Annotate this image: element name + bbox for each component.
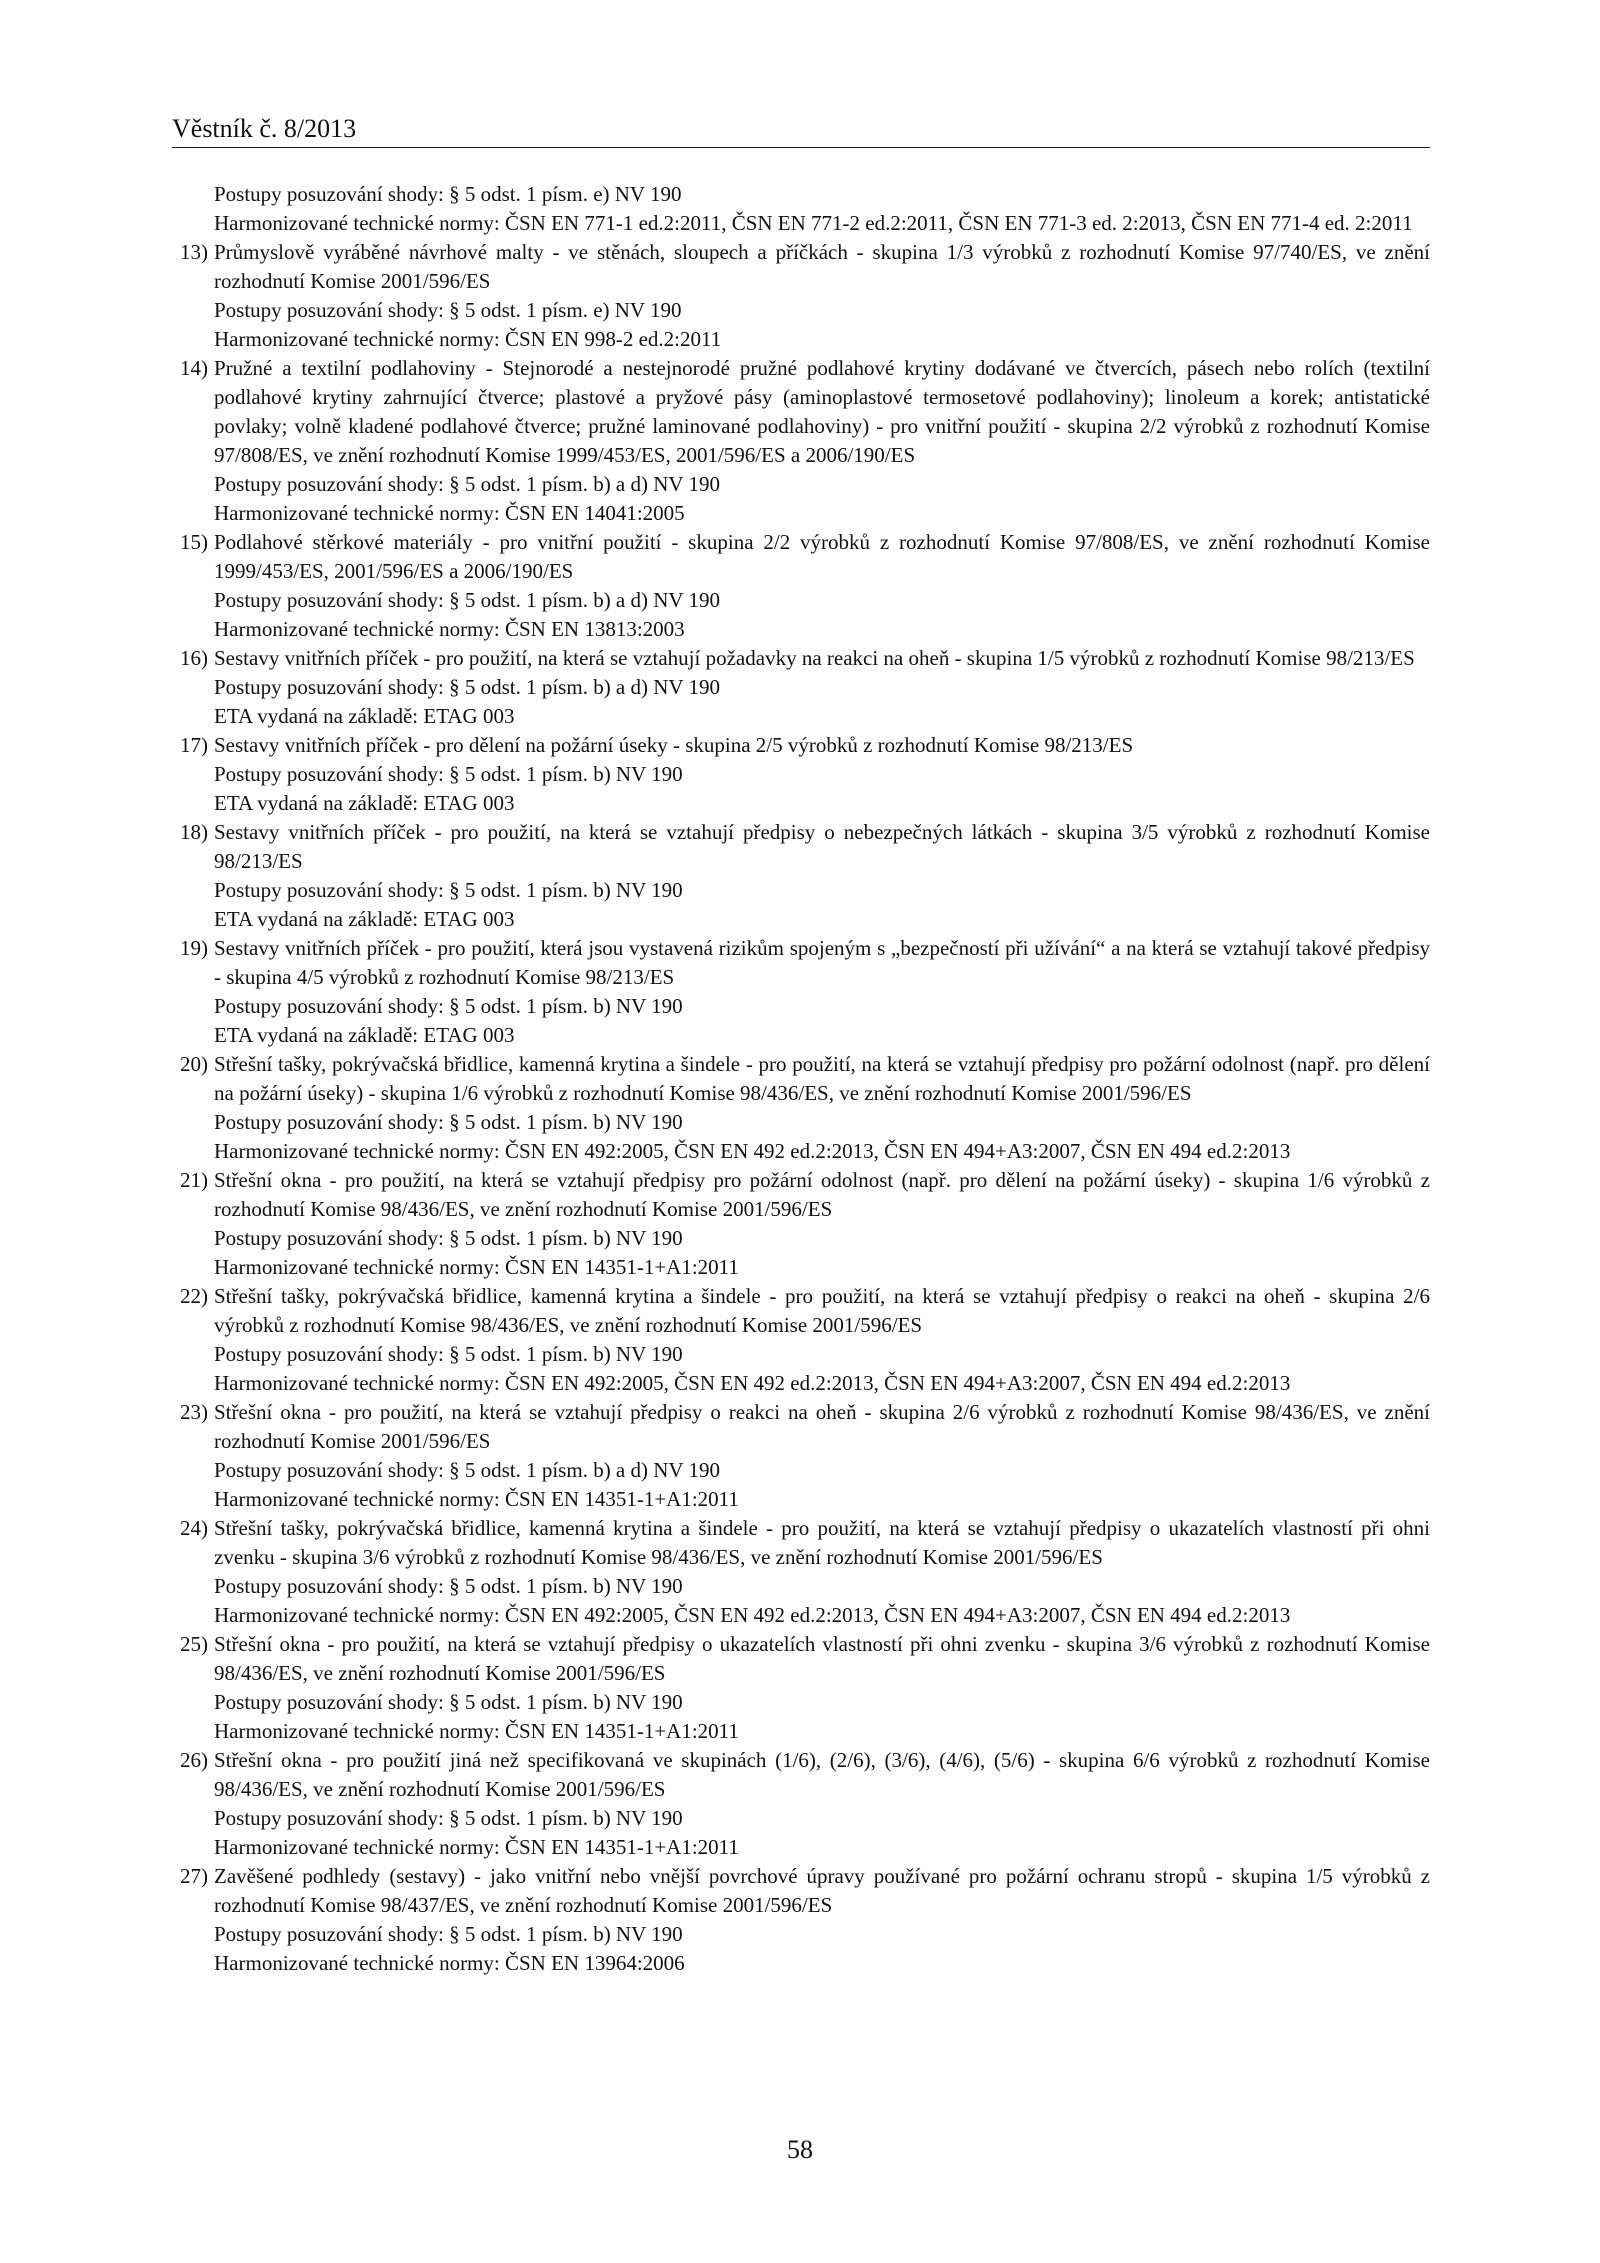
item-number: 16) bbox=[180, 646, 208, 670]
list-item bbox=[172, 1050, 1430, 1166]
item-detail-line: Postupy posuzování shody: § 5 odst. 1 písm. b) NV 190 bbox=[214, 1574, 683, 1598]
item-body bbox=[214, 1166, 1430, 1282]
item-body bbox=[214, 818, 1430, 934]
item-detail-line: Harmonizované technické normy: ČSN EN 14351-1+A1:2011 bbox=[214, 1719, 739, 1743]
list-item bbox=[172, 1282, 1430, 1398]
item-title: Střešní okna - pro použití jiná než specifikovaná ve skupinách (1/6), (2/6), (3/6), (4/6), (5/6) - skupina 6/6 výrobků z rozhodnutí Komise 98/436/ES, ve znění rozhodnutí Komise 2001/596/ES bbox=[214, 1748, 1430, 1801]
header-rule bbox=[172, 147, 1430, 148]
item-detail-line: Harmonizované technické normy: ČSN EN 492:2005, ČSN EN 492 ed.2:2013, ČSN EN 494+A3:2007, ČSN EN 494 ed.2:2013 bbox=[214, 1139, 1291, 1163]
list-item bbox=[172, 354, 1430, 528]
item-number: 18) bbox=[180, 820, 208, 844]
item-detail-line: Postupy posuzování shody: § 5 odst. 1 písm. b) NV 190 bbox=[214, 994, 683, 1018]
item-body bbox=[214, 354, 1430, 528]
item-detail-line: Harmonizované technické normy: ČSN EN 13813:2003 bbox=[214, 617, 685, 641]
item-detail-line: ETA vydaná na základě: ETAG 003 bbox=[214, 1023, 515, 1047]
item-body bbox=[214, 1050, 1430, 1166]
item-title: Sestavy vnitřních příček - pro použití, která jsou vystavená rizikům spojeným s „bezpečností při užívání“ a na která se vztahují takové předpisy - skupina 4/5 výrobků z rozhodnutí Komise 98/213/ES bbox=[214, 936, 1430, 989]
item-detail-line: Harmonizované technické normy: ČSN EN 492:2005, ČSN EN 492 ed.2:2013, ČSN EN 494+A3:2007, ČSN EN 494 ed.2:2013 bbox=[214, 1603, 1291, 1627]
item-number: 26) bbox=[180, 1748, 208, 1772]
item-body bbox=[214, 934, 1430, 1050]
item-body bbox=[214, 1514, 1430, 1630]
document-body bbox=[172, 180, 1430, 1978]
item-detail-line: Harmonizované technické normy: ČSN EN 998-2 ed.2:2011 bbox=[214, 327, 722, 351]
item-number: 20) bbox=[180, 1052, 208, 1076]
item-body bbox=[214, 1746, 1430, 1862]
item-number: 15) bbox=[180, 530, 208, 554]
page-number: 58 bbox=[787, 2135, 813, 2164]
list-item bbox=[172, 934, 1430, 1050]
list-item bbox=[172, 528, 1430, 644]
item-title: Střešní tašky, pokrývačská břidlice, kamenná krytina a šindele - pro použití, na která se vztahují předpisy o reakci na oheň - skupina 2/6 výrobků z rozhodnutí Komise 98/436/ES, ve znění rozhodnutí Komise 2001/596/ES bbox=[214, 1284, 1430, 1337]
item-title: Střešní okna - pro použití, na která se vztahují předpisy pro požární odolnost (např. pro dělení na požární úseky) - skupina 1/6 výrobků z rozhodnutí Komise 98/436/ES, ve znění rozhodnutí Komise 2001/596/ES bbox=[214, 1168, 1430, 1221]
item-detail-line: ETA vydaná na základě: ETAG 003 bbox=[214, 907, 515, 931]
list-item bbox=[172, 1398, 1430, 1514]
list-item bbox=[172, 1630, 1430, 1746]
item-number: 27) bbox=[180, 1864, 208, 1888]
item-body bbox=[214, 1282, 1430, 1398]
item-detail-line: Postupy posuzování shody: § 5 odst. 1 písm. b) NV 190 bbox=[214, 1806, 683, 1830]
item-number: 24) bbox=[180, 1516, 208, 1540]
list-item bbox=[172, 818, 1430, 934]
item-title: Střešní okna - pro použití, na která se vztahují předpisy o ukazatelích vlastností při ohni zvenku - skupina 3/6 výrobků z rozhodnutí Komise 98/436/ES, ve znění rozhodnutí Komise 2001/596/ES bbox=[214, 1632, 1430, 1685]
item-number: 13) bbox=[180, 240, 208, 264]
intro-line: Harmonizované technické normy: ČSN EN 771-1 ed.2:2011, ČSN EN 771-2 ed.2:2011, ČSN EN 771-3 ed. 2:2013, ČSN EN 771-4 ed. 2:2011 bbox=[214, 211, 1413, 235]
item-title: Pružné a textilní podlahoviny - Stejnorodé a nestejnorodé pružné podlahové krytiny dodávané ve čtvercích, pásech nebo rolích (textilní podlahové krytiny zahrnující čtverce; plastové a pryžové pásy (aminoplastové termosetové podlahoviny); linoleum a korek; antistatické povlaky; volně kladené podlahové čtverce; pružné laminované podlahoviny) - pro vnitřní použití - skupina 2/2 výrobků z rozhodnutí Komise 97/808/ES, ve znění rozhodnutí Komise 1999/453/ES, 2001/596/ES a 2006/190/ES bbox=[214, 356, 1430, 467]
list-item bbox=[172, 644, 1430, 731]
item-detail-line: Postupy posuzování shody: § 5 odst. 1 písm. b) NV 190 bbox=[214, 1922, 683, 1946]
item-detail-line: Postupy posuzování shody: § 5 odst. 1 písm. b) NV 190 bbox=[214, 1110, 683, 1134]
item-detail-line: Postupy posuzování shody: § 5 odst. 1 písm. b) a d) NV 190 bbox=[214, 472, 720, 496]
item-body bbox=[214, 1398, 1430, 1514]
item-number: 17) bbox=[180, 733, 208, 757]
item-body bbox=[214, 731, 1430, 818]
list-item bbox=[172, 1746, 1430, 1862]
list-item bbox=[172, 1514, 1430, 1630]
item-detail-line: Postupy posuzování shody: § 5 odst. 1 písm. b) NV 190 bbox=[214, 1690, 683, 1714]
item-body bbox=[214, 238, 1430, 354]
item-detail-line: Postupy posuzování shody: § 5 odst. 1 písm. b) NV 190 bbox=[214, 762, 683, 786]
item-detail-line: Postupy posuzování shody: § 5 odst. 1 písm. b) NV 190 bbox=[214, 878, 683, 902]
item-title: Střešní tašky, pokrývačská břidlice, kamenná krytina a šindele - pro použití, na která se vztahují předpisy pro požární odolnost (např. pro dělení na požární úseky) - skupina 1/6 výrobků z rozhodnutí Komise 98/436/ES, ve znění rozhodnutí Komise 2001/596/ES bbox=[214, 1052, 1430, 1105]
item-number: 21) bbox=[180, 1168, 208, 1192]
item-detail-line: Postupy posuzování shody: § 5 odst. 1 písm. b) a d) NV 190 bbox=[214, 588, 720, 612]
item-detail-line: ETA vydaná na základě: ETAG 003 bbox=[214, 791, 515, 815]
item-title: Střešní tašky, pokrývačská břidlice, kamenná krytina a šindele - pro použití, na která se vztahují předpisy o ukazatelích vlastností při ohni zvenku - skupina 3/6 výrobků z rozhodnutí Komise 98/436/ES, ve znění rozhodnutí Komise 2001/596/ES bbox=[214, 1516, 1430, 1569]
item-title: Sestavy vnitřních příček - pro použití, na která se vztahují požadavky na reakci na oheň - skupina 1/5 výrobků z rozhodnutí Komise 98/213/ES bbox=[214, 646, 1415, 670]
item-body bbox=[214, 1630, 1430, 1746]
list-item bbox=[172, 731, 1430, 818]
list-item bbox=[172, 238, 1430, 354]
item-detail-line: Postupy posuzování shody: § 5 odst. 1 písm. e) NV 190 bbox=[214, 298, 682, 322]
item-detail-line: Postupy posuzování shody: § 5 odst. 1 písm. b) NV 190 bbox=[214, 1342, 683, 1366]
item-detail-line: Postupy posuzování shody: § 5 odst. 1 písm. b) NV 190 bbox=[214, 1226, 683, 1250]
item-detail-line: Postupy posuzování shody: § 5 odst. 1 písm. b) a d) NV 190 bbox=[214, 675, 720, 699]
item-detail-line: Harmonizované technické normy: ČSN EN 14351-1+A1:2011 bbox=[214, 1835, 739, 1859]
item-number: 25) bbox=[180, 1632, 208, 1656]
item-detail-line: Harmonizované technické normy: ČSN EN 14351-1+A1:2011 bbox=[214, 1487, 739, 1511]
item-detail-line: Postupy posuzování shody: § 5 odst. 1 písm. b) a d) NV 190 bbox=[214, 1458, 720, 1482]
item-title: Sestavy vnitřních příček - pro použití, na která se vztahují předpisy o nebezpečných látkách - skupina 3/5 výrobků z rozhodnutí Komise 98/213/ES bbox=[214, 820, 1430, 873]
item-number: 14) bbox=[180, 356, 208, 380]
item-body bbox=[214, 528, 1430, 644]
item-title: Průmyslově vyráběné návrhové malty - ve stěnách, sloupech a příčkách - skupina 1/3 výrobků z rozhodnutí Komise 97/740/ES, ve znění rozhodnutí Komise 2001/596/ES bbox=[214, 240, 1430, 293]
list-item bbox=[172, 1862, 1430, 1978]
item-detail-line: Harmonizované technické normy: ČSN EN 492:2005, ČSN EN 492 ed.2:2013, ČSN EN 494+A3:2007, ČSN EN 494 ed.2:2013 bbox=[214, 1371, 1291, 1395]
item-body bbox=[214, 1862, 1430, 1978]
item-title: Sestavy vnitřních příček - pro dělení na požární úseky - skupina 2/5 výrobků z rozhodnutí Komise 98/213/ES bbox=[214, 733, 1134, 757]
item-number: 19) bbox=[180, 936, 208, 960]
item-title: Střešní okna - pro použití, na která se vztahují předpisy o reakci na oheň - skupina 2/6 výrobků z rozhodnutí Komise 98/436/ES, ve znění rozhodnutí Komise 2001/596/ES bbox=[214, 1400, 1430, 1453]
item-number: 23) bbox=[180, 1400, 208, 1424]
page-header: Věstník č. 8/2013 bbox=[172, 114, 357, 143]
item-body bbox=[214, 644, 1430, 731]
list-item bbox=[172, 1166, 1430, 1282]
intro-line: Postupy posuzování shody: § 5 odst. 1 písm. e) NV 190 bbox=[214, 182, 682, 206]
intro-block bbox=[172, 180, 1430, 238]
item-detail-line: Harmonizované technické normy: ČSN EN 14351-1+A1:2011 bbox=[214, 1255, 739, 1279]
item-title: Zavěšené podhledy (sestavy) - jako vnitřní nebo vnější povrchové úpravy používané pro požární ochranu stropů - skupina 1/5 výrobků z rozhodnutí Komise 98/437/ES, ve znění rozhodnutí Komise 2001/596/ES bbox=[214, 1864, 1430, 1917]
item-detail-line: Harmonizované technické normy: ČSN EN 14041:2005 bbox=[214, 501, 685, 525]
item-number: 22) bbox=[180, 1284, 208, 1308]
item-detail-line: ETA vydaná na základě: ETAG 003 bbox=[214, 704, 515, 728]
item-list bbox=[172, 238, 1430, 1978]
item-detail-line: Harmonizované technické normy: ČSN EN 13964:2006 bbox=[214, 1951, 685, 1975]
item-title: Podlahové stěrkové materiály - pro vnitřní použití - skupina 2/2 výrobků z rozhodnutí Komise 97/808/ES, ve znění rozhodnutí Komise 1999/453/ES, 2001/596/ES a 2006/190/ES bbox=[214, 530, 1430, 583]
